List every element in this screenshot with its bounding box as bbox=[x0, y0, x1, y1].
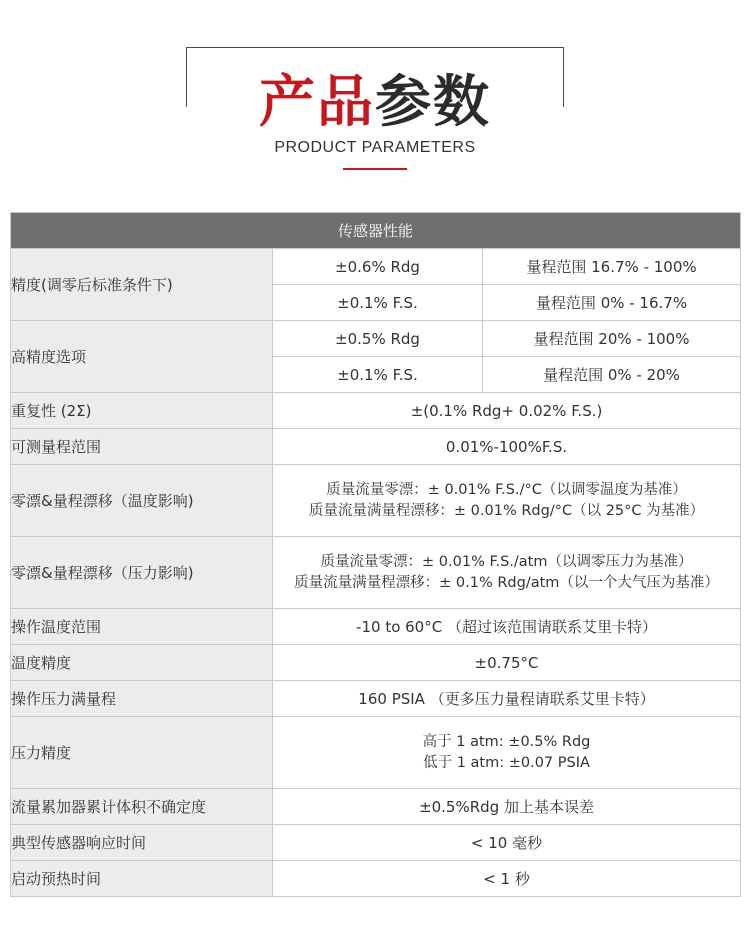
zero-drift-pressure-label: 零漂&量程漂移（压力影响) bbox=[11, 537, 273, 609]
operating-temp-label: 操作温度范围 bbox=[11, 609, 273, 645]
page-title bbox=[230, 68, 520, 138]
temp-accuracy-value: ±0.75°C bbox=[273, 645, 741, 681]
accuracy-range: 量程范围 0% - 16.7% bbox=[483, 285, 741, 321]
temp-accuracy-label: 温度精度 bbox=[11, 645, 273, 681]
table-row bbox=[11, 393, 741, 429]
operating-pressure-label: 操作压力满量程 bbox=[11, 681, 273, 717]
measurable-range-value: 0.01%-100%F.S. bbox=[273, 429, 741, 465]
operating-temp-value: -10 to 60°C （超过该范围请联系艾里卡特） bbox=[273, 609, 741, 645]
high-accuracy-range: 量程范围 20% - 100% bbox=[483, 321, 741, 357]
table-row bbox=[11, 429, 741, 465]
table-row bbox=[11, 717, 741, 789]
table-row bbox=[11, 789, 741, 825]
totalizer-label: 流量累加器累计体积不确定度 bbox=[11, 789, 273, 825]
table-row bbox=[11, 465, 741, 537]
zero-drift-temp-value bbox=[273, 465, 741, 537]
table-row bbox=[11, 681, 741, 717]
accuracy-value: ±0.6% Rdg bbox=[273, 249, 483, 285]
zero-drift-temp-line1: 质量流量零漂：± 0.01% F.S./°C（以调零温度为基准） bbox=[326, 481, 687, 498]
response-time-label: 典型传感器响应时间 bbox=[11, 825, 273, 861]
page-subtitle: PRODUCT PARAMETERS bbox=[274, 139, 476, 156]
table-row bbox=[11, 609, 741, 645]
high-accuracy-value: ±0.1% F.S. bbox=[273, 357, 483, 393]
response-time-value: < 10 毫秒 bbox=[273, 825, 741, 861]
table-header-row bbox=[11, 213, 741, 249]
table-row bbox=[11, 861, 741, 897]
warmup-time-label: 启动预热时间 bbox=[11, 861, 273, 897]
high-accuracy-label: 高精度选项 bbox=[11, 321, 273, 393]
warmup-time-value: < 1 秒 bbox=[273, 861, 741, 897]
pressure-accuracy-line2: 低于 1 atm: ±0.07 PSIA bbox=[423, 754, 590, 771]
repeatability-label: 重复性 (2Σ) bbox=[11, 393, 273, 429]
repeatability-value: ±(0.1% Rdg+ 0.02% F.S.) bbox=[273, 393, 741, 429]
totalizer-value: ±0.5%Rdg 加上基本误差 bbox=[273, 789, 741, 825]
accuracy-label: 精度(调零后标准条件下) bbox=[11, 249, 273, 321]
accuracy-value: ±0.1% F.S. bbox=[273, 285, 483, 321]
table-row bbox=[11, 249, 741, 285]
title-underline bbox=[343, 168, 407, 170]
zero-drift-pressure-line2: 质量流量满量程漂移：± 0.1% Rdg/atm（以一个大气压为基准） bbox=[294, 574, 719, 591]
operating-pressure-value: 160 PSIA （更多压力量程请联系艾里卡特） bbox=[273, 681, 741, 717]
high-accuracy-value: ±0.5% Rdg bbox=[273, 321, 483, 357]
page-title-red: 产品 bbox=[259, 70, 375, 135]
pressure-accuracy-value bbox=[273, 717, 741, 789]
table-row bbox=[11, 321, 741, 357]
section-title: 传感器性能 bbox=[11, 213, 741, 249]
measurable-range-label: 可测量程范围 bbox=[11, 429, 273, 465]
page-title-dark: 参数 bbox=[375, 70, 491, 135]
spec-table bbox=[10, 212, 741, 897]
table-row bbox=[11, 645, 741, 681]
pressure-accuracy-label: 压力精度 bbox=[11, 717, 273, 789]
zero-drift-temp-line2: 质量流量满量程漂移：± 0.01% Rdg/°C（以 25°C 为基准） bbox=[308, 502, 705, 519]
zero-drift-pressure-value bbox=[273, 537, 741, 609]
table-row bbox=[11, 537, 741, 609]
zero-drift-pressure-line1: 质量流量零漂：± 0.01% F.S./atm（以调零压力为基准） bbox=[320, 553, 693, 570]
accuracy-range: 量程范围 16.7% - 100% bbox=[483, 249, 741, 285]
high-accuracy-range: 量程范围 0% - 20% bbox=[483, 357, 741, 393]
zero-drift-temp-label: 零漂&量程漂移（温度影响) bbox=[11, 465, 273, 537]
pressure-accuracy-line1: 高于 1 atm: ±0.5% Rdg bbox=[422, 733, 591, 750]
table-row bbox=[11, 825, 741, 861]
